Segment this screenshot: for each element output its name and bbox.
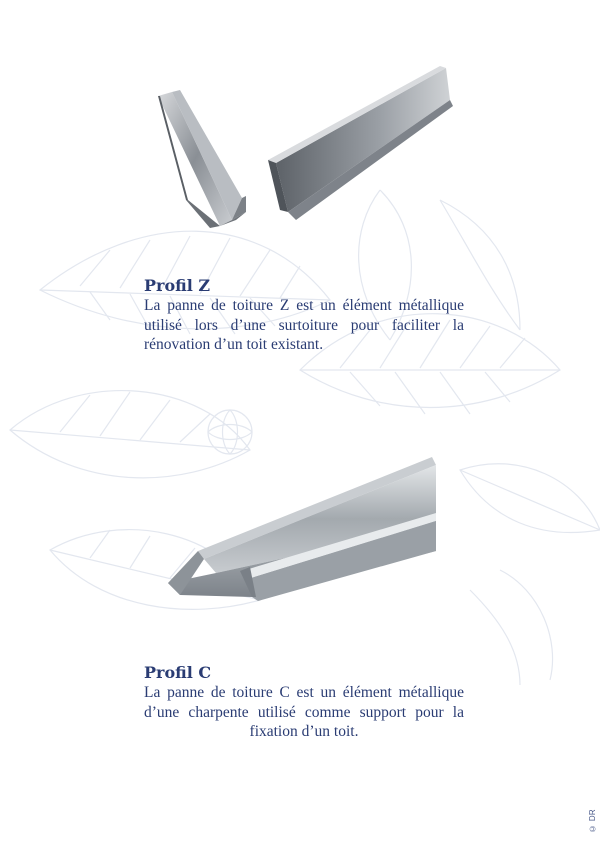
profil-c-title: Profil C	[144, 663, 212, 682]
profil-z-image	[150, 60, 460, 245]
profil-z-description: La panne de toiture Z est un élément métallique utilisé lors d’une surtoiture pour faciliter la rénovation d’un toit existant.	[144, 297, 464, 353]
profil-c-image	[160, 455, 440, 625]
photo-credit: © DR	[588, 809, 597, 833]
profil-z-section	[144, 277, 464, 355]
profil-c-description: La panne de toiture C est un élément métallique d’une charpente utilisé comme support pour la fixation d’un toit.	[144, 684, 464, 740]
profil-c-section	[144, 664, 464, 742]
profil-z-title: Profil Z	[144, 276, 211, 295]
